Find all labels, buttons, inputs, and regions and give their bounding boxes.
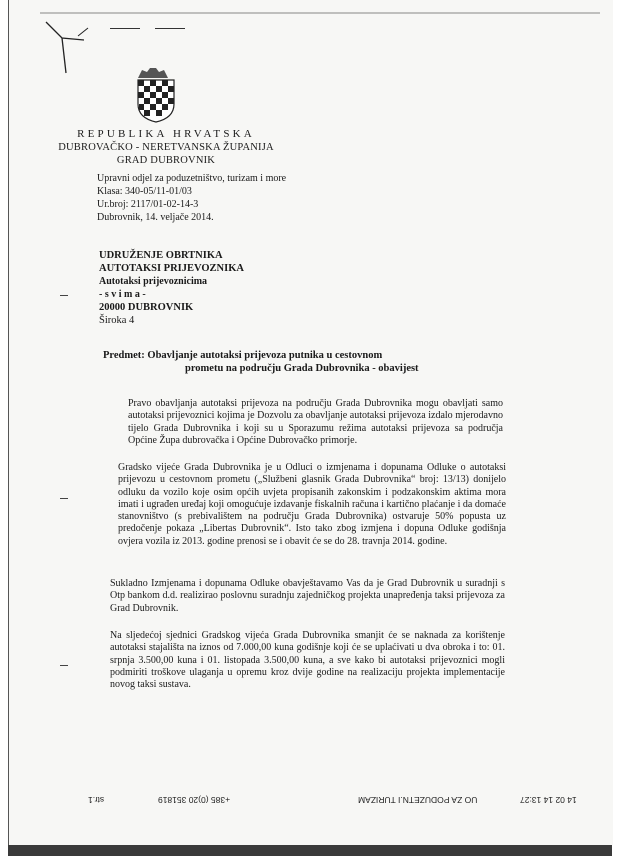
addressee-line: Autotaksi prijevoznicima [99,276,208,287]
addressee-line: AUTOTAKSI PRIJEVOZNIKA [99,263,244,274]
addressee-line: 20000 DUBROVNIK [99,302,194,313]
fax-sender: UO ZA PODUZETN.I TURIZAM [358,795,478,805]
subject-line: prometu na području Grada Dubrovnika - obavijest [185,363,419,374]
body-paragraph: Na sljedećoj sjednici Gradskog vijeća Grada Dubrovnika smanjit će se naknada za korištenje autotaksi stajališta na iznos od 7.000,00 kuna godišnje koji će se uplaćivati u dva obroka i to: 01. srpnja 3.500,00 kuna i 01. listopada 3.500,00 kuna, a sve kako bi autotaksi prijevoznici mogli podmiriti troškove ulaganja u opremu kroz dvije godine na realizaciju projekta implementacije novog taksi sustava. [110,630,505,691]
scan-bottom-edge [8,845,612,856]
body-paragraph: Pravo obavljanja autotaksi prijevoza na području Grada Dubrovnika mogu obavljati samo autotaksi prijevoznici kojima je Dozvolu za obavljanje autotaksi prijevoza izdalo mjerodavno tijelo Grada Dubrovnika i koji su u Sporazumu režima autotaksi prijevoza sa područja Općine Župa dubrovačka i Općine Dubrovačko primorje. [128,398,503,446]
body-paragraph: Gradsko vijeće Grada Dubrovnika je u Odluci o izmjenama i dopunama Odluke o autotaksi prijevozu u cestovnom prometu („Službeni glasnik Grada Dubrovnika“ broj: 13/13) donijelo odluku da vozilo koje osim općih uvjeta propisanih zakonskim i podzakonskim aktima mora imati i ugrađen uređaj koji omogućuje izdavanje fiskalnih računa i kartično plaćanje i da domaće stanovništvo (s prebivalištem na području Grada Dubrovnika) ostvaruje 50% popusta uz predočenje pokaza „Libertas Dubrovnik“. Isto tako zbog izmjena i dopuna Odluke godišnja ovjera vozila iz 2013. godine prenosi se i obavit će se do 28. travnja 2014. godine. [118,462,506,547]
addressee-line: - s v i m a - [99,289,146,300]
fax-phone: +385 (0)20 351819 [158,795,231,805]
coat-of-arms-icon [133,68,179,124]
body-paragraph: Sukladno Izmjenama i dopunama Odluke obavještavamo Vas da je Grad Dubrovnik u suradnji s Otp bankom d.d. realizirao poslovnu suradnju zajedničkog projekta unapređenja taksi prijevoza za Grad Dubrovnik. [110,578,505,614]
scan-dash [60,498,68,499]
fax-datetime: 14 02 14 13:27 [520,795,577,805]
addressee-line: UDRUŽENJE OBRTNIKA [99,250,223,261]
scan-dash [60,295,68,296]
scan-dash [60,665,68,666]
meta-klasa: Klasa: 340-05/11-01/03 [97,186,192,197]
header-country: REPUBLIKA HRVATSKA [77,128,255,140]
header-county: DUBROVAČKO - NERETVANSKA ŽUPANIJA [58,142,274,153]
meta-place-date: Dubrovnik, 14. veljače 2014. [97,212,214,223]
subject-line: Predmet: Obavljanje autotaksi prijevoza putnika u cestovnom [103,350,383,361]
header-city: GRAD DUBROVNIK [116,155,216,166]
scan-artifact-line [110,28,140,29]
fax-page-number: str.1 [88,795,105,805]
handwritten-mark [44,18,94,78]
scan-artifact-line [155,28,185,29]
scan-artifact-bar [40,12,600,14]
addressee-line: Široka 4 [99,315,135,326]
meta-department: Upravni odjel za poduzetništvo, turizam i more [97,173,287,184]
meta-urbroj: Ur.broj: 2117/01-02-14-3 [97,199,199,210]
